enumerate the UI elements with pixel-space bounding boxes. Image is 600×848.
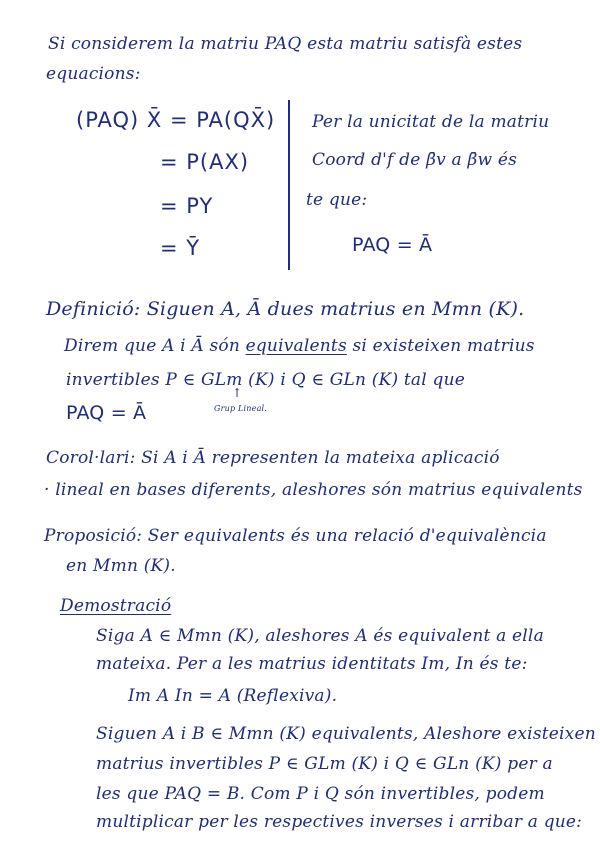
equation-line-2: = P(AX) — [160, 150, 250, 174]
corollary-line-2: · lineal en bases diferents, aleshores són matrius equivalents — [44, 480, 583, 500]
intro-line-2: equacions: — [46, 64, 141, 84]
definition-line-4: PAQ = Ā — [66, 402, 147, 424]
definition-line-1: Definició: Siguen A, Ā dues matrius en Mmn (K). — [46, 298, 525, 320]
uniqueness-formula: PAQ = Ā — [352, 234, 433, 256]
definition-line-2-end: si existeixen matrius — [352, 336, 535, 356]
proposition-line-1: Proposició: Ser equivalents és una relació d'equivalència — [44, 526, 547, 546]
corollary-line-1: Corol·lari: Si A i Ā representen la mateixa aplicació — [46, 448, 500, 468]
annotation-arrow: ↑ — [232, 386, 243, 400]
equation-line-4: = Ȳ — [160, 236, 201, 260]
proposition-line-2: en Mmn (K). — [66, 556, 176, 576]
equation-line-3: = PY — [160, 194, 214, 218]
proof-line-4: Siguen A i B ∈ Mmn (K) equivalents, Aleshore existeixen — [96, 724, 596, 744]
divider-line — [288, 100, 290, 270]
proof-line-7: multiplicar per les respectives inverses i arribar a que: — [96, 812, 583, 832]
proof-line-1: Siga A ∈ Mmn (K), aleshores A és equivalent a ella — [96, 626, 544, 646]
uniqueness-line-2: Coord d'f de β̄v a β̄w és — [312, 150, 518, 170]
group-annotation: Grup Lineal. — [214, 404, 268, 413]
definition-line-2-start: Direm que A i Ā són — [64, 336, 240, 356]
uniqueness-line-1: Per la unicitat de la matriu — [312, 112, 550, 132]
proof-line-5: matrius invertibles P ∈ GLm (K) i Q ∈ GLn (K) per a — [96, 754, 553, 774]
definition-line-3: invertibles P ∈ GLm (K) i Q ∈ GLn (K) tal que — [66, 370, 466, 390]
definition-line-2 — [64, 336, 535, 356]
equivalents-term: equivalents — [245, 336, 347, 356]
proof-line-6: les que PAQ = B. Com P i Q són invertibles, podem — [96, 784, 545, 804]
equation-line-1: (PAQ) X̄ = PA(QX̄) — [76, 108, 276, 132]
proof-heading: Demostració — [60, 596, 172, 616]
uniqueness-line-3: te que: — [306, 190, 368, 210]
intro-line-1: Si considerem la matriu PAQ esta matriu satisfà estes — [48, 34, 523, 54]
proof-line-2: mateixa. Per a les matrius identitats Im, In és te: — [96, 654, 528, 674]
proof-line-3: Im A In = A (Reflexiva). — [128, 686, 338, 706]
